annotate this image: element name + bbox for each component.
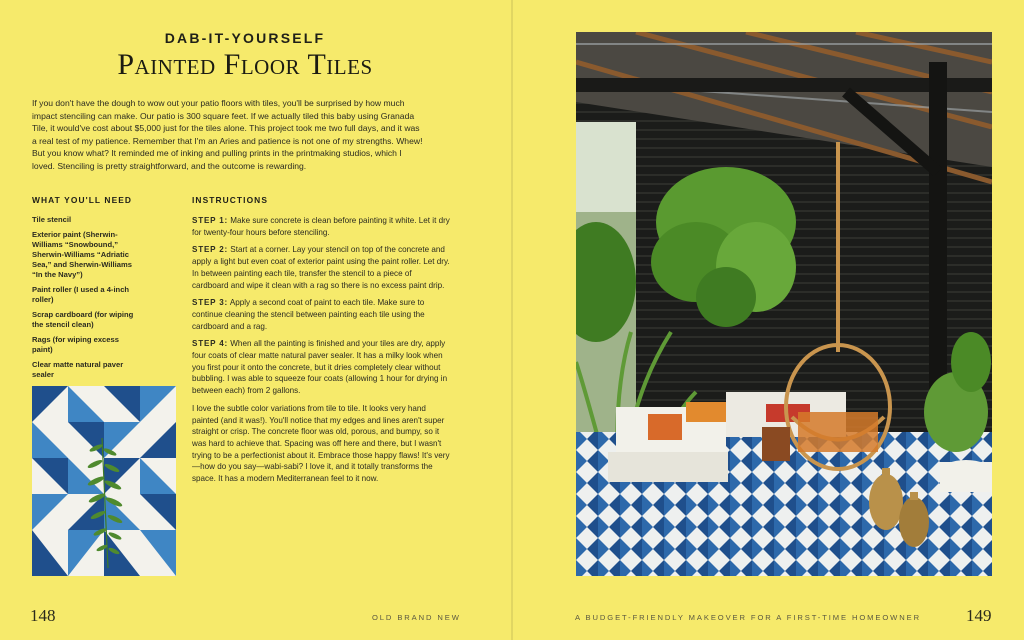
- step-text: When all the painting is finished and your tiles are dry, apply four coats of clear matte natural paver sealer. It has a milky look when you first pour it onto the concrete, but it dries completely clear without bubbling. I was able to squeeze four coats (allowing 1 hour for drying in between each) from 2 gallons.: [192, 339, 448, 396]
- step-label: STEP 3:: [192, 298, 229, 308]
- step-label: STEP 2:: [192, 245, 229, 255]
- tile-pattern-illustration: [32, 386, 176, 576]
- patio-illustration: [576, 32, 992, 576]
- needs-heading: WHAT YOU'LL NEED: [32, 195, 133, 205]
- intro-paragraph: If you don't have the dough to wow out your patio floors with tiles, you'll be surprised by how much impact stenciling can make. Our patio is 300 square feet. If we actually tiled this baby using Granada Tile, it would've cost about $5,000 just for the tiles alone. This project took me two full days, and it was a real test of my patience. Remember that I'm an Aries and patience is not one of my strengths. Whew! But you know what? It reminded me of inking and pulling prints in the printmaking studios, which I loved. Stenciling is pretty straightforward, and the outcome is rewarding.: [32, 98, 423, 171]
- step-text: Start at a corner. Lay your stencil on top of the concrete and apply a light but even coat of exterior paint using the paint roller. Let dry. In between painting each tile, transfer the stencil to a piece of cardboard and wipe it clean with a rag so there is no excess paint drip.: [192, 245, 450, 290]
- closing-paragraph: I love the subtle color variations from tile to tile. It looks very hand painted (and it was!). You'll notice that my edges and lines aren't super straight or crisp. The concrete floor was old, porous, and bumpy, so it was hard to achieve that. Spacing was off here and there, but I wasn't trying to be a perfectionist about it. Embrace those happy flaws! It's very—how do you say—wabi-sabi? I love it, and it totally transforms the space. It has a modern Mediterranean feel to it now.: [192, 403, 450, 484]
- page-title: Painted Floor Tiles: [117, 48, 373, 81]
- step-text: Apply a second coat of paint to each tile. Make sure to continue cleaning the stencil between painting each tile using the cardboard and a rag.: [192, 298, 425, 331]
- section-kicker: DAB-IT-YOURSELF: [164, 30, 326, 46]
- page-number-right: 149: [966, 606, 992, 625]
- step-3: [192, 297, 450, 332]
- step-text: Make sure concrete is clean before painting it white. Let it dry for twenty-four hours before stenciling.: [192, 216, 450, 237]
- step-2: [192, 244, 450, 291]
- needs-item: Tile stencil: [32, 215, 72, 224]
- needs-item: Exterior paint (Sherwin-Williams “Snowbound,” Sherwin-Williams “Adriatic Sea,” and Sherwin-Williams “In the Navy”): [32, 230, 132, 279]
- instructions-heading: INSTRUCTIONS: [192, 195, 269, 205]
- step-1: [192, 215, 450, 238]
- needs-list: [32, 215, 140, 385]
- running-head-left: OLD BRAND NEW: [372, 613, 461, 622]
- tile-closeup-photo: [32, 386, 176, 576]
- page-number-left: 148: [30, 606, 56, 625]
- instructions-body: [192, 215, 450, 485]
- step-label: STEP 4:: [192, 339, 229, 349]
- needs-item: Rags (for wiping excess paint): [32, 335, 119, 354]
- step-label: STEP 1:: [192, 216, 229, 225]
- needs-item: Paint roller (I used a 4-inch roller): [32, 285, 130, 304]
- patio-photo: [576, 32, 992, 576]
- running-head-right: A BUDGET-FRIENDLY MAKEOVER FOR A FIRST-TIME HOMEOWNER: [575, 613, 921, 622]
- needs-item: Scrap cardboard (for wiping the stencil clean): [32, 310, 134, 329]
- needs-item: Clear matte natural paver sealer: [32, 360, 124, 379]
- step-4: [192, 338, 450, 397]
